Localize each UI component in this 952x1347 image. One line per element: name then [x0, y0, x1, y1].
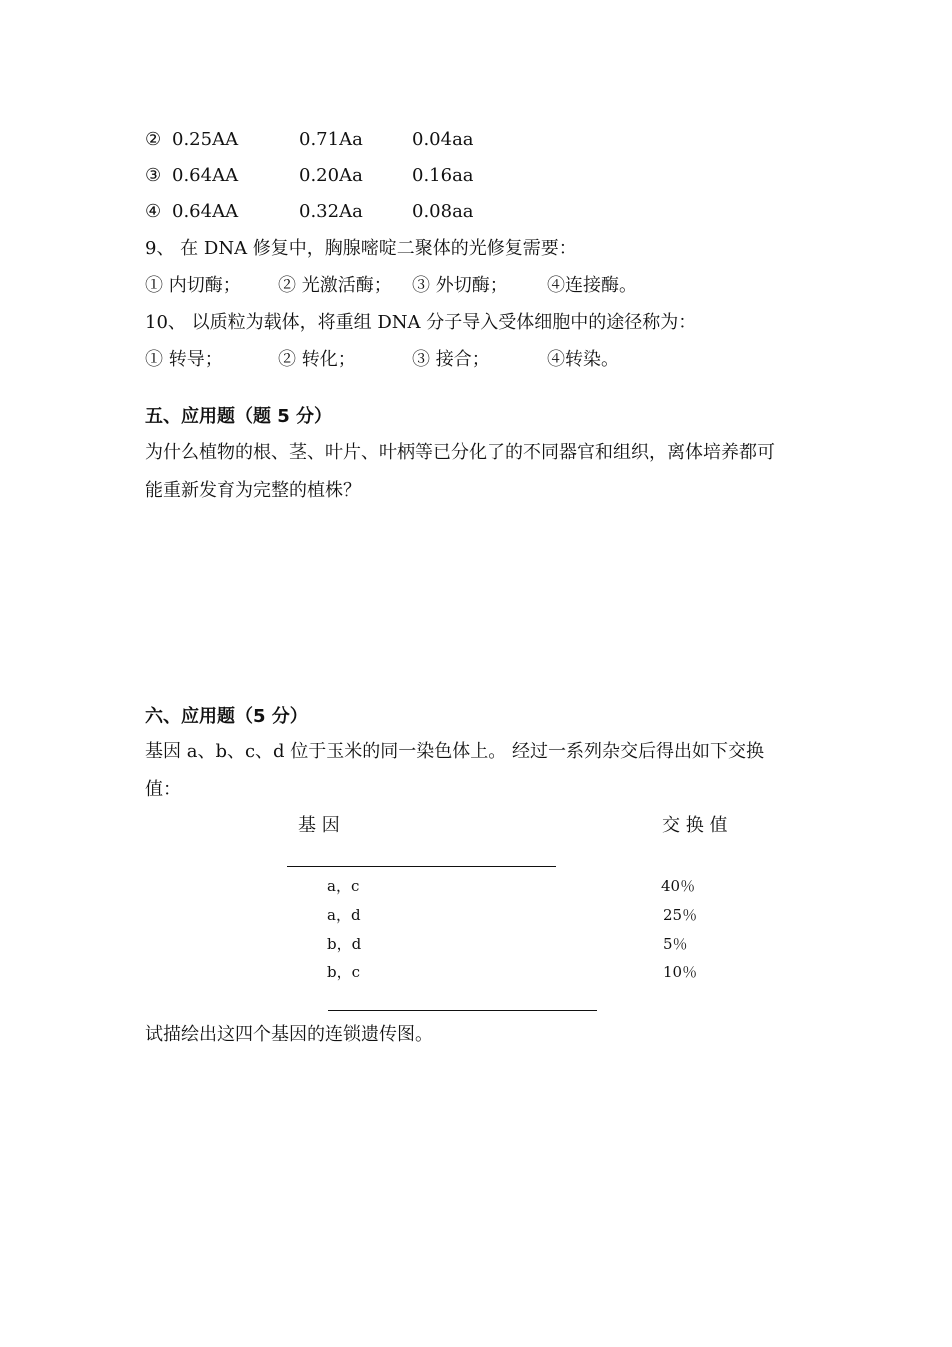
option-number: ④ [145, 201, 162, 222]
option: ① 转导； [145, 349, 223, 370]
table-top-rule [287, 866, 556, 867]
section-5-heading: 五、应用题（题 5 分） [145, 406, 333, 427]
option: ④连接酶。 [547, 275, 637, 296]
column-header-crossover-value: 交 换 值 [662, 815, 728, 836]
heterozygous-freq: 0.71Aa [299, 129, 363, 150]
option: ③ 接合； [412, 349, 490, 370]
section-6-instruction: 试描绘出这四个基因的连锁遗传图。 [145, 1024, 433, 1045]
option: ② 转化； [278, 349, 356, 370]
column-header-gene: 基 因 [298, 815, 340, 836]
homozygous-dominant-freq: 0.25AA [172, 129, 239, 150]
gene-pair: a，d [327, 906, 361, 924]
crossover-value: 40％ [661, 877, 696, 895]
option: ② 光激活酶； [278, 275, 392, 296]
option: ④转染。 [547, 349, 619, 370]
crossover-value: 10％ [663, 963, 698, 981]
section-6-heading: 六、应用题（5 分） [145, 706, 308, 727]
gene-pair: b，d [327, 935, 362, 953]
option: ③ 外切酶； [412, 275, 508, 296]
option: ① 内切酶； [145, 275, 241, 296]
section-5-text-line-1: 为什么植物的根、茎、叶片、叶柄等已分化了的不同器官和组织，离体培养都可 [145, 442, 775, 463]
option-number: ③ [145, 165, 162, 186]
homozygous-recessive-freq: 0.16aa [412, 165, 474, 186]
gene-pair: b，c [327, 963, 361, 981]
homozygous-dominant-freq: 0.64AA [172, 165, 239, 186]
crossover-value: 25％ [663, 906, 698, 924]
crossover-value: 5％ [663, 935, 688, 953]
heterozygous-freq: 0.32Aa [299, 201, 363, 222]
section-6-text-line-2: 值： [145, 779, 181, 800]
option-number: ② [145, 129, 162, 150]
heterozygous-freq: 0.20Aa [299, 165, 363, 186]
homozygous-recessive-freq: 0.08aa [412, 201, 474, 222]
section-6-text-line-1: 基因 a、b、c、d 位于玉米的同一染色体上。 经过一系列杂交后得出如下交换 [145, 741, 765, 762]
table-bottom-rule [328, 1010, 597, 1011]
question-9-stem: 9、 在 DNA 修复中，胸腺嘧啶二聚体的光修复需要： [145, 238, 577, 259]
homozygous-dominant-freq: 0.64AA [172, 201, 239, 222]
gene-pair: a，c [327, 877, 360, 895]
section-5-text-line-2: 能重新发育为完整的植株？ [145, 480, 361, 501]
question-10-stem: 10、 以质粒为载体，将重组 DNA 分子导入受体细胞中的途径称为： [145, 312, 697, 333]
homozygous-recessive-freq: 0.04aa [412, 129, 474, 150]
